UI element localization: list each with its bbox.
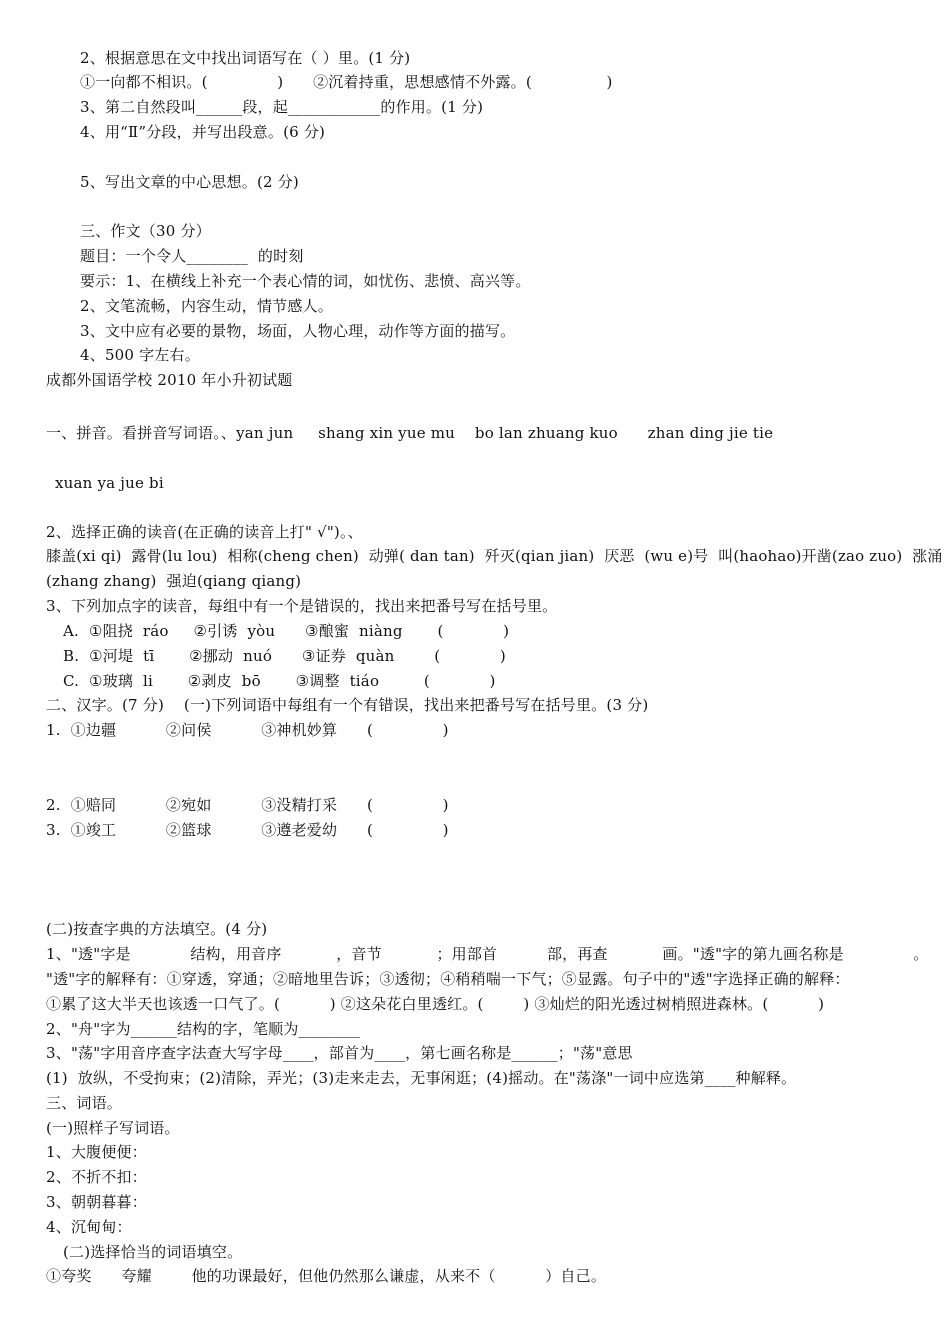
- question-line: 5、写出文章的中心思想。(2 分): [80, 173, 299, 191]
- question-line: 3、第二自然段叫______段，起____________的作用。(1 分): [80, 98, 484, 116]
- section-heading: 二、汉字。(7 分) (一)下列词语中每组有一个有错误，找出来把番号写在括号里。(3 分): [46, 696, 649, 714]
- question-line: ①累了这大半天也该透一口气了。( ) ②这朵花白里透红。( ) ③灿烂的阳光透过树梢照进森林。( ): [46, 995, 825, 1013]
- question-line: 一、拼音。看拼音写词语。、yan jun shang xin yue mu bo lan zhuang kuo zhan ding jie tie: [46, 424, 774, 442]
- question-line: A. ①阻挠 ráo ②引诱 yòu ③酿蜜 niàng ( ): [63, 622, 510, 640]
- question-line: 2、根据意思在文中找出词语写在（ ）里。(1 分): [80, 49, 411, 67]
- question-line: 3、朝朝暮暮：: [46, 1193, 147, 1211]
- question-line: 要示：1、在横线上补充一个表心情的词，如忧伤、悲愤、高兴等。: [80, 272, 531, 290]
- question-line: "透"字的解释有：①穿透，穿通；②暗地里告诉；③透彻；④稍稍喘一下气；⑤显露。句子中的"透"字选择正确的解释：: [46, 970, 850, 988]
- question-line: (1) 放纵，不受拘束；(2)清除，弄光；(3)走来走去，无事闲逛；(4)摇动。在"荡涤"一词中应选第____种解释。: [46, 1069, 797, 1087]
- question-line: 题目：一个令人________ 的时刻: [80, 247, 304, 265]
- section-heading: 三、词语。: [46, 1094, 123, 1112]
- question-line: 2、不折不扣：: [46, 1168, 147, 1186]
- question-line: 1. ①边疆 ②问侯 ③神机妙算 ( ): [46, 721, 449, 739]
- question-line: 4、500 字左右。: [80, 346, 200, 364]
- question-line: 4、沉甸甸：: [46, 1218, 132, 1236]
- question-line: 2、选择正确的读音(在正确的读音上打" √")。、: [46, 523, 363, 541]
- question-line: 2、"舟"字为______结构的字，笔顺为________: [46, 1020, 361, 1038]
- question-line: C. ①玻璃 li ②剥皮 bō ③调整 tiáo ( ): [63, 672, 496, 690]
- question-line: 3、"荡"字用音序查字法查大写字母____，部首为____，第七画名称是______；"荡"意思: [46, 1044, 633, 1062]
- question-line: xuan ya jue bi: [55, 474, 164, 492]
- question-line: 4、用“Ⅱ”分段，并写出段意。(6 分): [80, 123, 326, 141]
- question-line: (zhang zhang) 强迫(qiang qiang): [46, 572, 302, 590]
- question-line: 3、下列加点字的读音，每组中有一个是错误的，找出来把番号写在括号里。: [46, 597, 558, 615]
- question-line: 3、文中应有必要的景物，场面，人物心理，动作等方面的描写。: [80, 322, 516, 340]
- section-heading: (二)按查字典的方法填空。(4 分): [46, 920, 268, 938]
- question-line: ①一向都不相识。( ) ②沉着持重，思想感情不外露。( ): [80, 73, 613, 91]
- question-line: 1、"透"字是 结构，用音序 ，音节 ；用部首 部，再查 画。"透"字的第九画名称是 。: [46, 945, 929, 963]
- question-line: 3. ①竣工 ②篮球 ③遵老爱幼 ( ): [46, 821, 449, 839]
- section-heading: 三、作文（30 分）: [80, 222, 211, 240]
- question-line: 1、大腹便便：: [46, 1143, 147, 1161]
- question-line: 2、文笔流畅，内容生动，情节感人。: [80, 297, 333, 315]
- question-line: 2. ①赔同 ②宛如 ③没精打采 ( ): [46, 796, 449, 814]
- exam-title: 成都外国语学校 2010 年小升初试题: [46, 371, 293, 389]
- question-line: ①夸奖 夸耀 他的功课最好，但他仍然那么谦虚，从来不（ ）自己。: [46, 1267, 607, 1285]
- question-line: B. ①河堤 tī ②挪动 nuó ③证券 quàn ( ): [63, 647, 506, 665]
- section-heading: (二)选择恰当的词语填空。: [63, 1243, 243, 1261]
- section-heading: (一)照样子写词语。: [46, 1119, 180, 1137]
- question-line: 膝盖(xi qi) 露骨(lu lou) 相称(cheng chen) 动弹( dan tan) 歼灭(qian jian) 厌恶 (wu e)号 叫(haohao)开凿(zao zuo) 涨涌: [46, 547, 943, 565]
